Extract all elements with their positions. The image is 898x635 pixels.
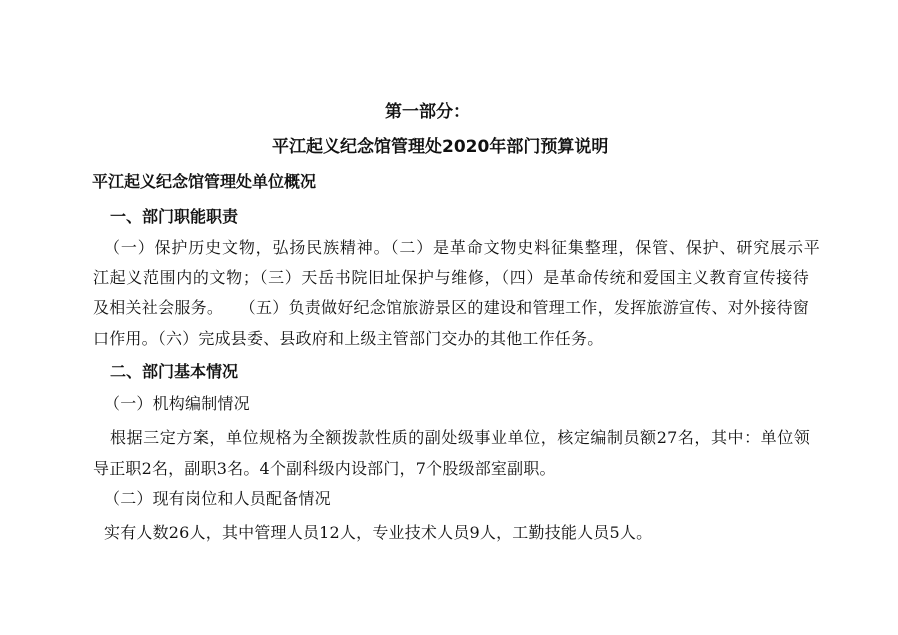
subsection-1-line-2: 导正职2名，副职3名。4个副科级内设部门，7个股级部室副职。 (93, 459, 556, 478)
subsection-1-heading: （一）机构编制情况 (104, 394, 250, 413)
document-title: 平江起义纪念馆管理处2020年部门预算说明 (272, 137, 609, 157)
section-1-line-1: （一）保护历史文物，弘扬民族精神。（二）是革命文物史料征集整理，保管、保护、研究展示平 (104, 238, 820, 257)
subsection-2-line-1: 实有人数26人，其中管理人员12人，专业技术人员9人，工勤技能人员5人。 (104, 523, 653, 542)
subsection-1-line-1: 根据三定方案，单位规格为全额拨款性质的副处级事业单位，核定编制员额27名，其中：单位领 (110, 428, 810, 447)
section-1-line-3: 及相关社会服务。 （五）负责做好纪念馆旅游景区的建设和管理工作，发挥旅游宣传、对外接待窗 (93, 298, 809, 317)
section-2-heading: 二、部门基本情况 (110, 362, 239, 381)
unit-overview-heading: 平江起义纪念馆管理处单位概况 (92, 172, 317, 191)
section-1-line-4: 口作用。（六）完成县委、县政府和上级主管部门交办的其他工作任务。 (93, 329, 604, 348)
subsection-2-heading: （二）现有岗位和人员配备情况 (104, 489, 331, 508)
section-1-line-2: 江起义范围内的文物；（三）天岳书院旧址保护与维修，（四）是革命传统和爱国主义教育宣传接待 (93, 268, 809, 287)
section-1-heading: 一、部门职能职责 (110, 207, 239, 226)
part-heading: 第一部分： (385, 102, 470, 122)
